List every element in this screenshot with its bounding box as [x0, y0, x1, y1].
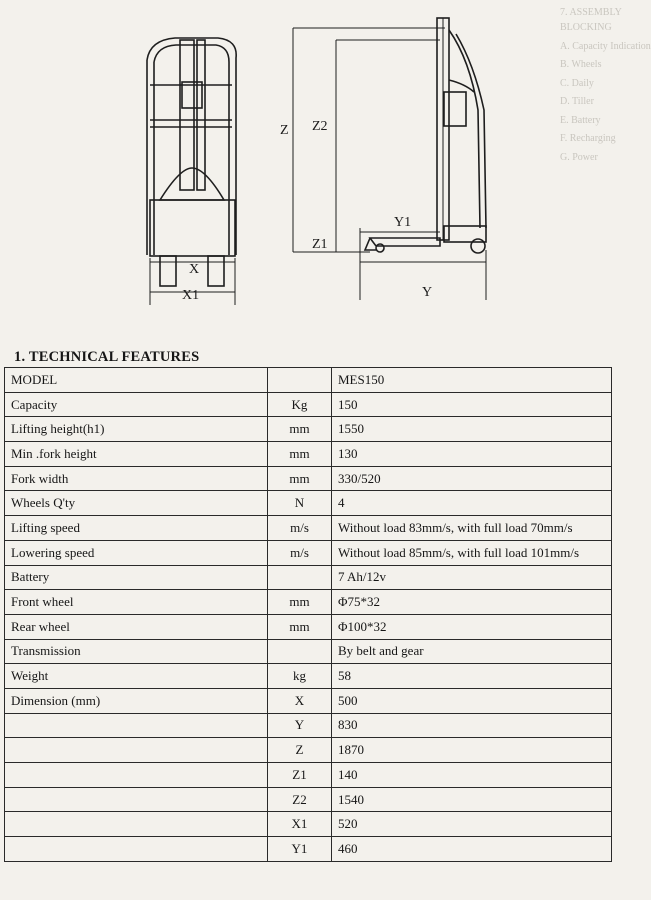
row-label-cell: Lowering speed [5, 540, 268, 565]
table-row [5, 516, 612, 541]
table-row [5, 491, 612, 516]
row-unit-cell: kg [268, 664, 332, 689]
row-value-cell: 7 Ah/12v [332, 565, 612, 590]
row-value-cell: 330/520 [332, 466, 612, 491]
row-label-cell: Wheels Q'ty [5, 491, 268, 516]
row-unit-cell [268, 368, 332, 393]
row-unit-cell: mm [268, 590, 332, 615]
row-unit-cell: Y [268, 713, 332, 738]
stacker-line-art [0, 0, 625, 345]
row-label-cell [5, 738, 268, 763]
stacker-drawing [0, 0, 625, 345]
row-unit-cell: Z [268, 738, 332, 763]
table-row [5, 738, 612, 763]
table-row [5, 639, 612, 664]
ghost-text: A. Capacity Indication [560, 41, 651, 52]
row-label-cell [5, 837, 268, 862]
row-label-cell: Lifting height(h1) [5, 417, 268, 442]
table-row [5, 417, 612, 442]
row-value-cell: 1540 [332, 787, 612, 812]
dimension-label-y: Y [422, 285, 433, 300]
dimension-label-x: X [189, 262, 200, 277]
row-unit-cell: Z2 [268, 787, 332, 812]
row-label-cell: Lifting speed [5, 516, 268, 541]
table-row [5, 442, 612, 467]
row-label-cell: Fork width [5, 466, 268, 491]
row-value-cell: 520 [332, 812, 612, 837]
row-value-cell: Φ75*32 [332, 590, 612, 615]
table-row [5, 368, 612, 393]
ghost-text: F. Recharging [560, 133, 616, 144]
row-label-cell: Min .fork height [5, 442, 268, 467]
row-value-cell: By belt and gear [332, 639, 612, 664]
table-row [5, 466, 612, 491]
row-label-cell [5, 763, 268, 788]
row-label-cell: Battery [5, 565, 268, 590]
row-unit-cell: mm [268, 442, 332, 467]
table-row [5, 540, 612, 565]
ghost-text: 7. ASSEMBLY [560, 7, 622, 18]
ghost-text: E. Battery [560, 115, 601, 126]
row-value-cell: Without load 85mm/s, with full load 101mm/s [332, 540, 612, 565]
ghost-text: D. Tiller [560, 96, 594, 107]
dimension-label-x1: X1 [182, 288, 200, 303]
row-unit-cell: Z1 [268, 763, 332, 788]
table-row [5, 392, 612, 417]
table-row [5, 787, 612, 812]
row-label-cell: MODEL [5, 368, 268, 393]
row-value-cell: 1550 [332, 417, 612, 442]
dimension-label-y1: Y1 [394, 215, 412, 230]
table-row [5, 812, 612, 837]
table-row [5, 837, 612, 862]
row-value-cell: 150 [332, 392, 612, 417]
row-unit-cell: Kg [268, 392, 332, 417]
table-body [5, 368, 612, 862]
row-unit-cell [268, 639, 332, 664]
row-value-cell: 500 [332, 688, 612, 713]
row-value-cell: MES150 [332, 368, 612, 393]
table-row [5, 688, 612, 713]
row-unit-cell: X [268, 688, 332, 713]
table-row [5, 565, 612, 590]
row-label-cell [5, 713, 268, 738]
dimension-label-z2: Z2 [312, 119, 328, 134]
row-label-cell: Rear wheel [5, 614, 268, 639]
row-unit-cell: m/s [268, 540, 332, 565]
table-row [5, 590, 612, 615]
ghost-text: G. Power [560, 152, 598, 163]
row-label-cell: Weight [5, 664, 268, 689]
row-value-cell: Φ100*32 [332, 614, 612, 639]
row-label-cell: Front wheel [5, 590, 268, 615]
row-value-cell: Without load 83mm/s, with full load 70mm/s [332, 516, 612, 541]
row-label-cell: Dimension (mm) [5, 688, 268, 713]
row-value-cell: 140 [332, 763, 612, 788]
row-unit-cell [268, 565, 332, 590]
row-value-cell: 58 [332, 664, 612, 689]
row-unit-cell: m/s [268, 516, 332, 541]
table-row [5, 713, 612, 738]
row-label-cell: Transmission [5, 639, 268, 664]
row-unit-cell: mm [268, 614, 332, 639]
row-value-cell: 1870 [332, 738, 612, 763]
ghost-text: B. Wheels [560, 59, 602, 70]
ghost-text: C. Daily [560, 78, 594, 89]
table-row [5, 614, 612, 639]
row-label-cell [5, 787, 268, 812]
row-value-cell: 830 [332, 713, 612, 738]
dimension-label-z1: Z1 [312, 237, 328, 252]
row-unit-cell: Y1 [268, 837, 332, 862]
row-unit-cell: N [268, 491, 332, 516]
row-label-cell: Capacity [5, 392, 268, 417]
table-row [5, 763, 612, 788]
row-value-cell: 460 [332, 837, 612, 862]
ghost-text: BLOCKING [560, 22, 612, 33]
row-value-cell: 130 [332, 442, 612, 467]
side-view [293, 18, 486, 300]
row-unit-cell: mm [268, 466, 332, 491]
row-unit-cell: mm [268, 417, 332, 442]
dimension-label-z: Z [280, 123, 289, 138]
row-value-cell: 4 [332, 491, 612, 516]
row-unit-cell: X1 [268, 812, 332, 837]
section-title: 1. TECHNICAL FEATURES [14, 349, 200, 365]
table-row [5, 664, 612, 689]
row-label-cell [5, 812, 268, 837]
technical-features-table [4, 367, 612, 862]
